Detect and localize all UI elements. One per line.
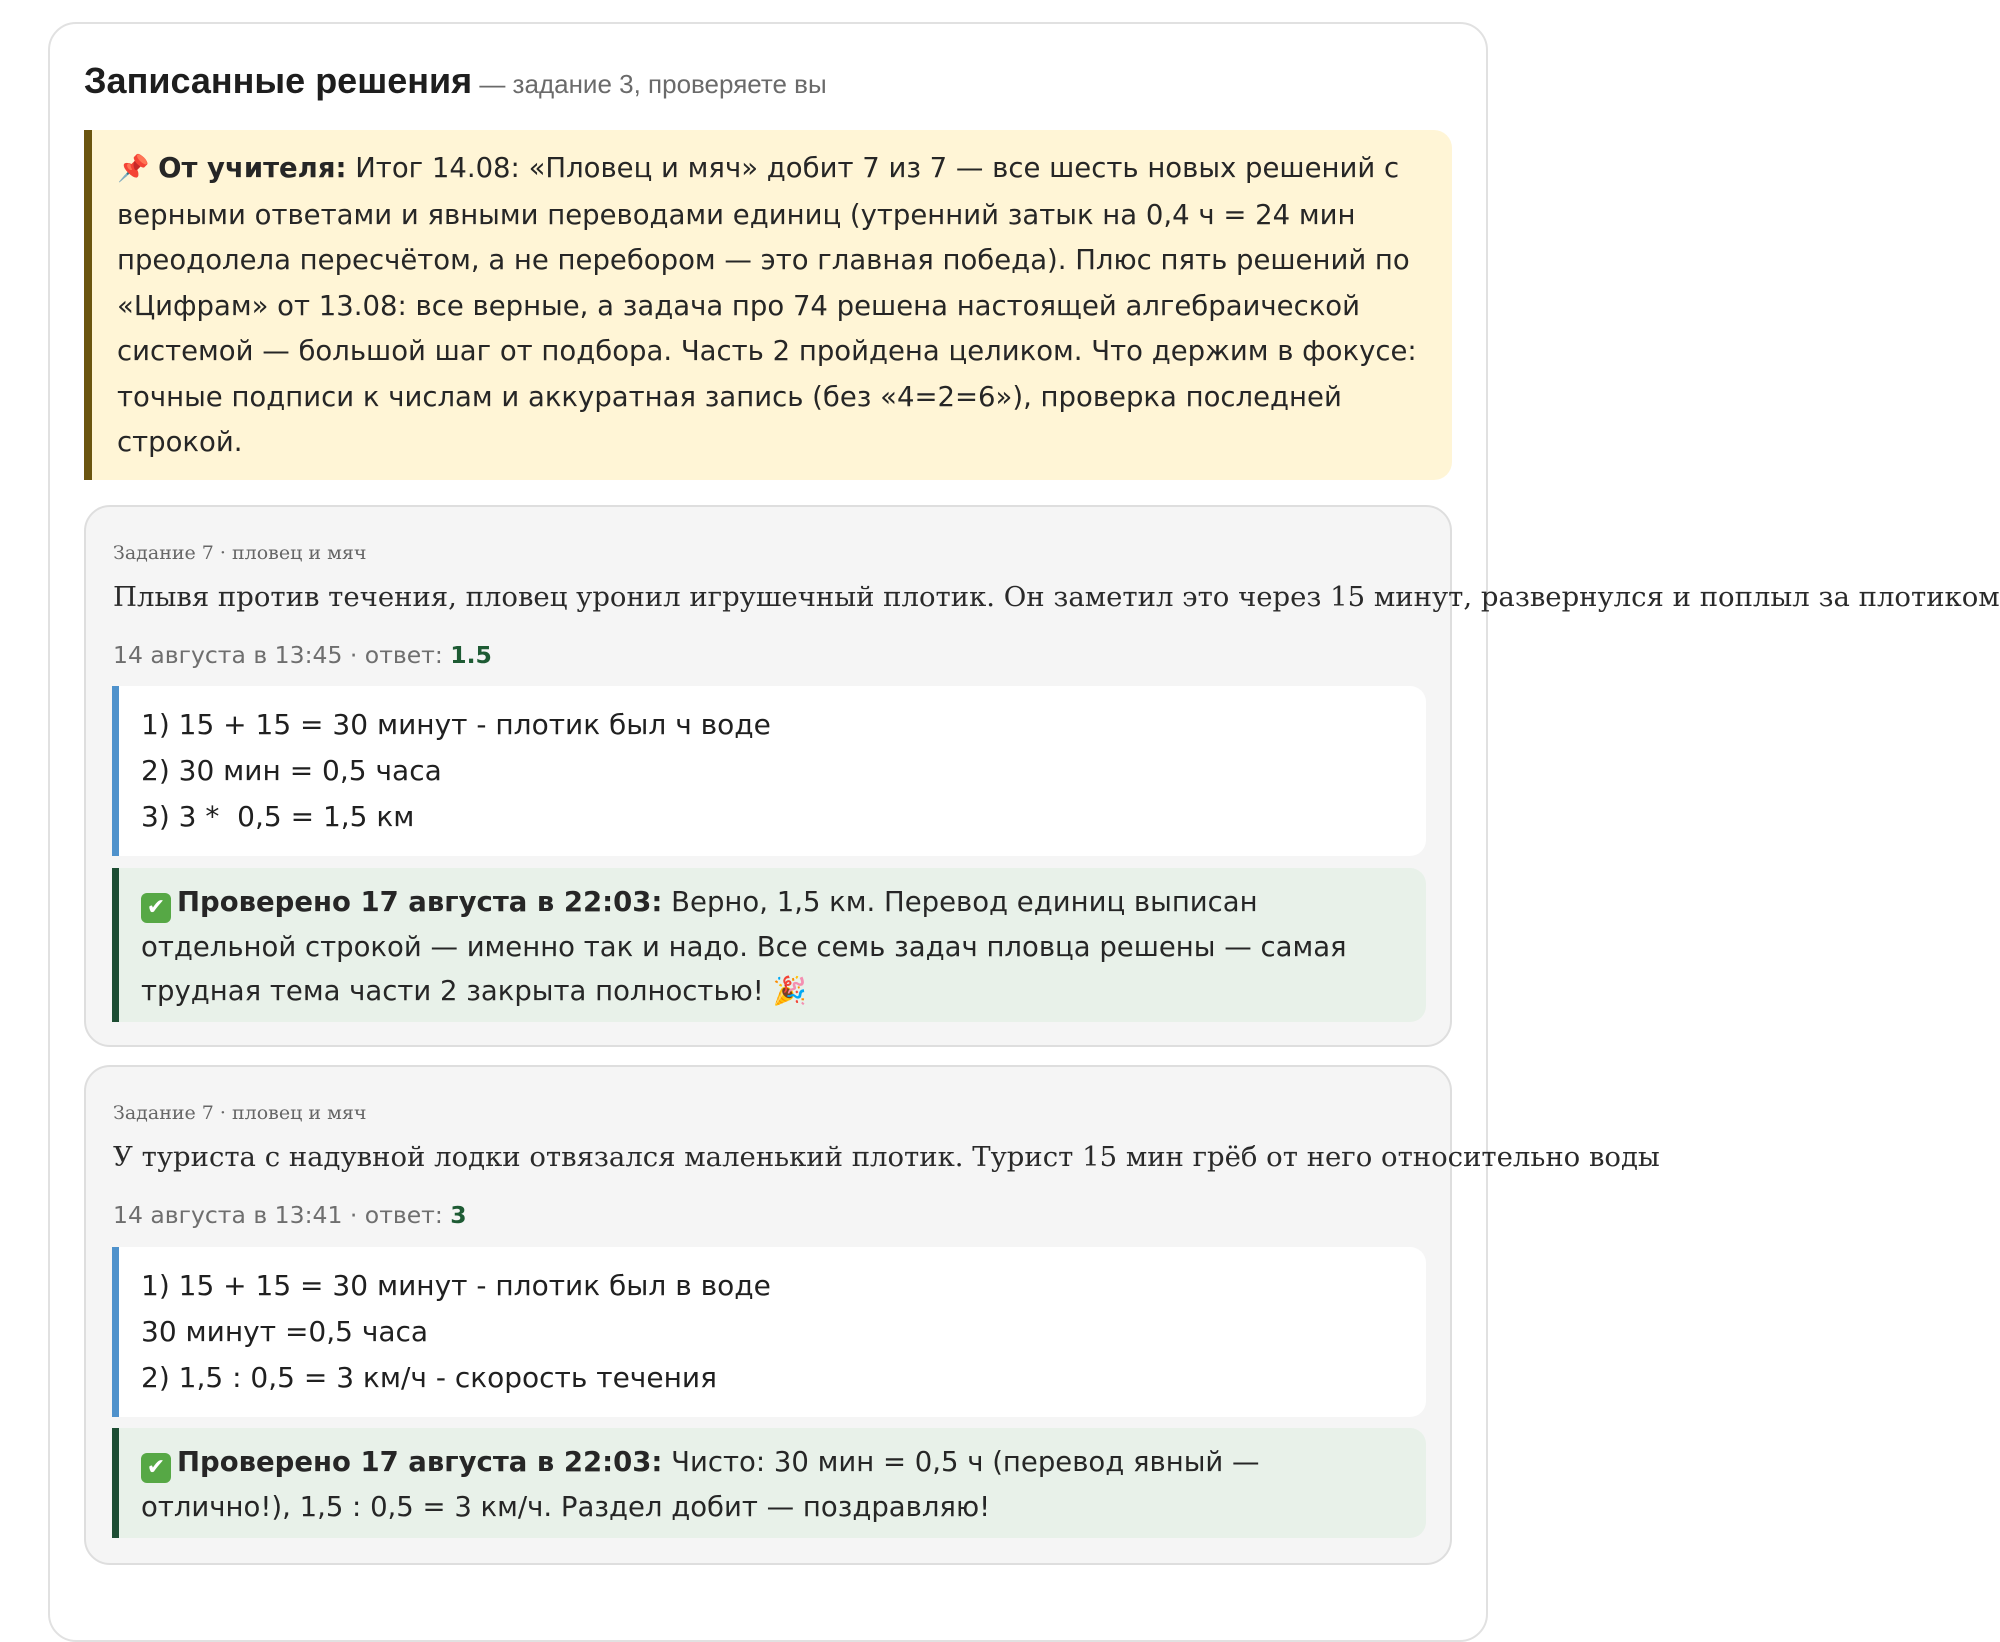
page-header bbox=[84, 60, 827, 102]
card-problem-text: У туриста с надувной лодки отвязался маленький плотик. Турист 15 мин грёб от него относительно воды bbox=[113, 1141, 1660, 1173]
card-timestamp: 14 августа в 13:41 · ответ: bbox=[113, 1201, 451, 1229]
teacher-note bbox=[84, 130, 1452, 480]
student-solution bbox=[112, 1247, 1426, 1417]
teacher-note-label: От учителя: bbox=[158, 152, 347, 184]
card-answer: 3 bbox=[450, 1201, 467, 1229]
teacher-review bbox=[112, 1428, 1426, 1538]
card-timestamp: 14 августа в 13:45 · ответ: bbox=[113, 641, 451, 669]
check-icon: ✔ bbox=[141, 1453, 171, 1483]
solution-line: 1) 15 + 15 = 30 минут - плотик был в воде bbox=[141, 1269, 771, 1302]
student-solution bbox=[112, 686, 1426, 856]
pin-icon: 📌 bbox=[117, 154, 150, 184]
card-problem-text: Плывя против течения, пловец уронил игрушечный плотик. Он заметил это через 15 минут, развернулся и поплыл за плотиком bbox=[113, 581, 2000, 613]
card-meta bbox=[113, 1201, 467, 1229]
solution-line: 1) 15 + 15 = 30 минут - плотик был ч воде bbox=[141, 708, 771, 741]
solution-card bbox=[84, 1065, 1660, 1565]
card-topic: Задание 7 · пловец и мяч bbox=[113, 542, 367, 564]
review-label: Проверено 17 августа в 22:03: bbox=[177, 886, 663, 918]
review-text: Верно, 1,5 км. Перевод единиц выписан отдельной строкой — именно так и надо. Все семь задач пловца решены — самая трудная тема части 2 закрыта полностью! 🎉 bbox=[141, 886, 1347, 1007]
teacher-note-text: Итог 14.08: «Пловец и мяч» добит 7 из 7 — все шесть новых решений с верными ответами и явными переводами единиц (утренний затык на 0,4 ч = 24 мин преодолела пересчётом, а не перебором — это главная победа). Плюс пять решений по «Цифрам» от 13.08: все верные, а задача про 74 решена настоящей алгебраической системой — большой шаг от подбора. Часть 2 пройдена целиком. Что держим в фокусе: точные подписи к числам и аккуратная запись (без «4=2=6»), проверка последней строкой. bbox=[117, 152, 1417, 458]
card-meta bbox=[113, 641, 492, 669]
solution-line: 3) 3 * 0,5 = 1,5 км bbox=[141, 800, 415, 833]
check-icon: ✔ bbox=[141, 893, 171, 923]
review-label: Проверено 17 августа в 22:03: bbox=[177, 1446, 663, 1478]
card-topic: Задание 7 · пловец и мяч bbox=[113, 1102, 367, 1124]
solution-line: 30 минут =0,5 часа bbox=[141, 1315, 429, 1348]
teacher-review bbox=[112, 868, 1426, 1022]
solution-line: 2) 30 мин = 0,5 часа bbox=[141, 754, 442, 787]
page-title: Записанные решения bbox=[84, 60, 473, 101]
card-answer: 1.5 bbox=[450, 641, 492, 669]
page-subtitle: — задание 3, проверяете вы bbox=[472, 69, 827, 99]
review-text: Чисто: 30 мин = 0,5 ч (перевод явный — отлично!), 1,5 : 0,5 = 3 км/ч. Раздел добит — поздравляю! bbox=[141, 1446, 1260, 1523]
solution-card bbox=[84, 505, 2000, 1047]
solution-line: 2) 1,5 : 0,5 = 3 км/ч - скорость течения bbox=[141, 1361, 717, 1394]
